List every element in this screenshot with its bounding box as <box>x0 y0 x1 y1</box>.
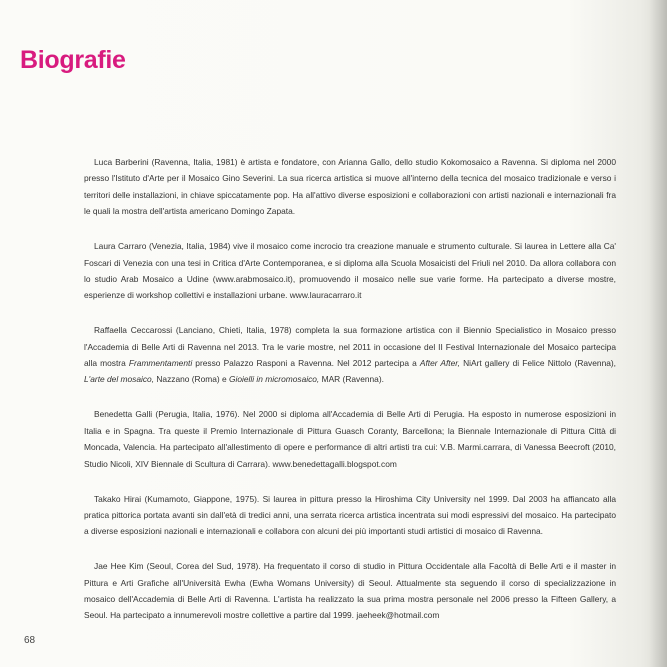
page-number: 68 <box>24 635 36 646</box>
bio-text: Nazzano (Roma) e <box>154 374 229 385</box>
bio-text: presso Palazzo Rasponi a Ravenna. Nel 2012 partecipa a <box>192 358 420 369</box>
bio-text: Takako Hirai (Kumamoto, Giappone, 1975). Si laurea in pittura presso la Hiroshima City University nel 1999. Dal 2003 ha affiancato alla pratica pittorica portata avanti sin dall'età di tredici anni, una serrata ricerca artistica incentrata sui modi espressivi del mosaico. Ha partecipato a diverse esposizioni nazionali e internazionali e collabora con alcuni dei più importanti studi artistici di mosaico di Ravenna. <box>84 493 616 537</box>
biography-list <box>84 154 616 642</box>
italic-title-text: Gioielli in micromosaico, <box>228 374 320 385</box>
page-title: Biografie <box>20 46 126 74</box>
biography-paragraph <box>84 238 616 304</box>
biography-paragraph <box>84 558 616 624</box>
biography-paragraph <box>84 491 616 540</box>
bio-text: MAR (Ravenna). <box>319 374 384 385</box>
bio-text: NiArt gallery di Felice Nittolo (Ravenna), <box>459 358 616 369</box>
bio-text: Jae Hee Kim (Seoul, Corea del Sud, 1978). Ha frequentato il corso di studio in Pittura Occidentale alla Facoltà di Belle Arti e il master in Pittura e Arti Grafiche all'Università Ewha (Ewha Womans University) di Seoul. Attualmente sta seguendo il corso di specializzazione in mosaico dell'Accademia di Belle Arti di Ravenna. L'artista ha realizzato la sua prima mostra personale nel 2006 presso la Fifteen Gallery, a Seoul. Ha partecipato a innumerevoli mostre collettive a partire dal 1999. jaeheek@hotmail.com <box>84 561 616 621</box>
biography-paragraph <box>84 406 616 472</box>
bio-text: Laura Carraro (Venezia, Italia, 1984) vive il mosaico come incrocio tra creazione manuale e strumento culturale. Si laurea in Lettere alla Ca' Foscari di Venezia con una tesi in Critica d'Arte Contemporanea, e si diploma alla Scuola Mosaicisti del Friuli nel 2010. Da allora collabora con lo studio Arab Mosaico a Udine (www.arabmosaico.it), promuovendo il mosaico nelle sue varie forme. Ha partecipato a diverse mostre, esperienze di workshop collettivi e installazioni urbane. www.lauracarraro.it <box>84 241 616 301</box>
bio-text: Raffaella Ceccarossi (Lanciano, Chieti, Italia, 1978) completa la sua formazione artistica con il Biennio Specialistico in Mosaico presso l'Accademia di Belle Arti di Ravenna nel 2013. Tra le varie mostre, nel 2011 in occasione del II Festival Internazionale del Mosaico partecipa alla mostra <box>84 325 616 369</box>
bio-text: Benedetta Galli (Perugia, Italia, 1976). Nel 2000 si diploma all'Accademia di Belle Arti di Perugia. Ha esposto in numerose esposizioni in Italia e in Spagna. Tra queste il Premio Internazionale di Pittura Guasch Coranty, Barcellona; la Biennale Internazionale di Pittura Città di Moncada, Valencia. Ha partecipato all'allestimento di opere e performance di altri artisti tra cui: V.B. Marmi.carrara, di Vanessa Beecroft (2010, Studio Nicoli, XIV Biennale di Scultura di Carrara). www.benedettagalli.blogspot.com <box>84 409 616 469</box>
italic-title-text: Frammentamenti <box>128 358 193 369</box>
biography-paragraph <box>84 154 616 220</box>
biography-paragraph <box>84 322 616 388</box>
page-fold-shadow <box>649 0 667 667</box>
italic-title-text: After After, <box>419 358 460 369</box>
bio-text: Luca Barberini (Ravenna, Italia, 1981) è artista e fondatore, con Arianna Gallo, dello studio Kokomosaico a Ravenna. Si diploma nel 2000 presso l'Istituto d'Arte per il Mosaico Gino Severini. La sua ricerca artistica si muove all'interno della tecnica del mosaico tradizionale e verso i territori delle installazioni, in chiave spiccatamente pop. Ha all'attivo diverse esposizioni e collaborazioni con artisti nazionali e internazionali fra le quali la mostra dell'artista americano Domingo Zapata. <box>84 157 616 217</box>
italic-title-text: L'arte del mosaico, <box>84 374 155 385</box>
